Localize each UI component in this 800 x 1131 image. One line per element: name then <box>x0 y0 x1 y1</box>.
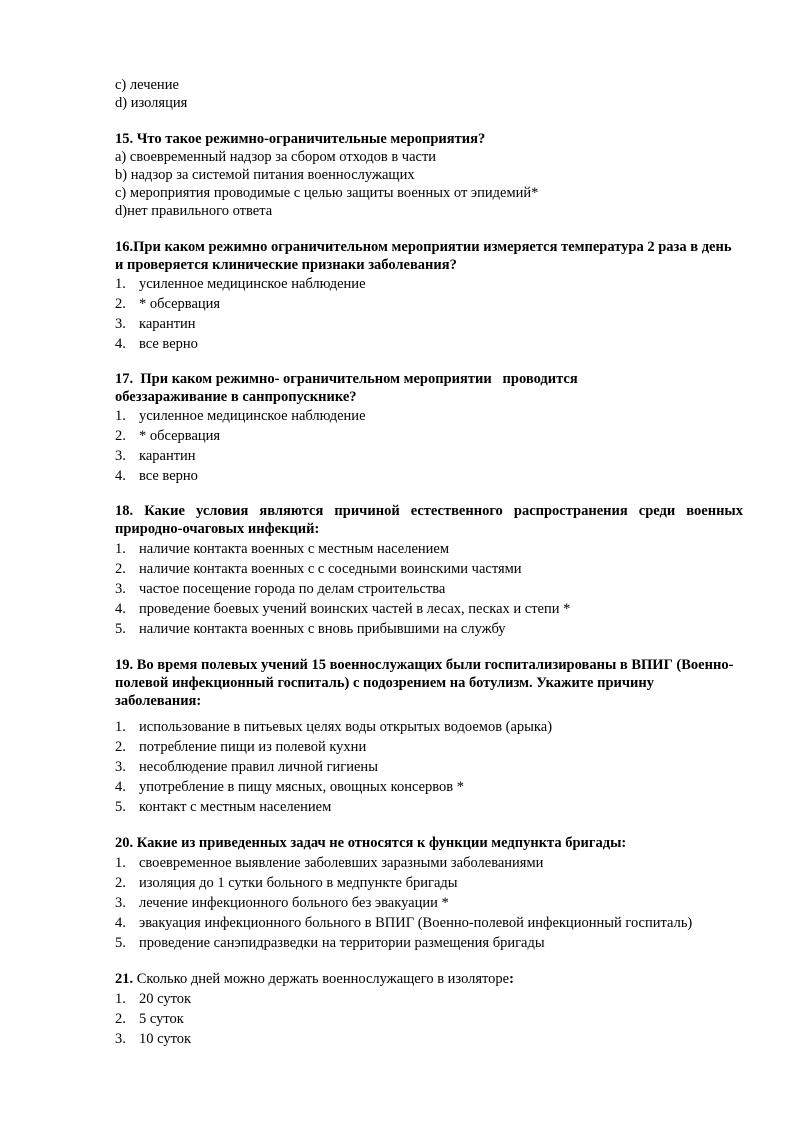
list-item: 1. наличие контакта военных с местным населением <box>115 541 450 557</box>
question-20 <box>115 834 743 952</box>
question-19-title: 19. Во время полевых учений 15 военнослужащих были госпитализированы в ВПИГ (Военно-полевой инфекционный госпиталь) с подозрением на ботулизм. Укажите причину заболевания: <box>115 657 734 709</box>
question-20-title: 20. Какие из приведенных задач не относятся к функции медпункта бригады: <box>115 835 627 851</box>
list-item: 5. проведение санэпидразведки на территории размещения бригады <box>115 935 545 951</box>
list-item: 3. 10 суток <box>115 1031 192 1047</box>
list-item: 4. употребление в пищу мясных, овощных консервов * <box>115 779 464 795</box>
question-21-title: 21. Сколько дней можно держать военнослужащего в изоляторе: <box>115 971 514 987</box>
list-item: 2. * обсервация <box>115 296 221 312</box>
list-item: 4. проведение боевых учений воинских частей в лесах, песках и степи * <box>115 601 571 617</box>
list-item: 2. изоляция до 1 сутки больного в медпункте бригады <box>115 875 458 891</box>
list-item: 3. лечение инфекционного больного без эвакуации * <box>115 895 449 911</box>
list-item: 5. контакт с местным населением <box>115 799 332 815</box>
list-item: 3. карантин <box>115 448 196 464</box>
question-21-options <box>115 990 743 1048</box>
question-16-title: 16.При каком режимно ограничительном мероприятии измеряется температура 2 раза в день и проверяется клинические признаки заболевания? <box>115 239 732 273</box>
question-16-options <box>115 274 743 354</box>
list-item: 2. наличие контакта военных с с соседными воинскими частями <box>115 561 522 577</box>
document-page <box>115 76 743 1048</box>
list-item: 4. все верно <box>115 468 198 484</box>
question-17-title-line-1: 17. При каком режимно- ограничительном мероприятии проводится <box>115 371 578 387</box>
question-15-title: 15. Что такое режимно-ограничительные мероприятия? <box>115 131 486 147</box>
option-b: b) надзор за системой питания военнослужащих <box>115 167 415 183</box>
question-19-options <box>115 718 743 816</box>
question-18-title: 18. Какие условия являются причиной естественного распространения среди военных природно-очаговых инфекций: <box>115 503 743 537</box>
list-item: 5. наличие контакта военных с вновь прибывшими на службу <box>115 621 506 637</box>
question-18 <box>115 502 743 638</box>
option-c: c) лечение <box>115 77 179 93</box>
list-item: 1. усиленное медицинское наблюдение <box>115 408 366 424</box>
question-18-options <box>115 540 743 638</box>
option-c: c) мероприятия проводимые с целью защиты военных от эпидемий* <box>115 185 539 201</box>
list-item: 4. все верно <box>115 336 198 352</box>
question-21-text: Сколько дней можно держать военнослужащего в изоляторе <box>133 971 510 987</box>
question-17-options <box>115 406 743 486</box>
list-item: 4. эвакуация инфекционного больного в ВПИГ (Военно-полевой инфекционный госпиталь) <box>115 915 693 931</box>
question-16 <box>115 238 743 354</box>
option-a: a) своевременный надзор за сбором отходов в части <box>115 149 437 165</box>
list-item: 1. усиленное медицинское наблюдение <box>115 276 366 292</box>
question-17-title-line-2: обеззараживание в санпропускнике? <box>115 389 357 405</box>
list-item: 3. несоблюдение правил личной гигиены <box>115 759 378 775</box>
question-19 <box>115 656 743 816</box>
question-21-number: 21. <box>115 971 134 987</box>
list-item: 1. 20 суток <box>115 991 192 1007</box>
question-17 <box>115 370 743 486</box>
list-item: 2. 5 суток <box>115 1011 184 1027</box>
question-21 <box>115 970 743 1048</box>
list-item: 2. потребление пищи из полевой кухни <box>115 739 367 755</box>
list-item: 2. * обсервация <box>115 428 221 444</box>
option-d: d)нет правильного ответа <box>115 203 273 219</box>
list-item: 1. использование в питьевых целях воды открытых водоемов (арыка) <box>115 719 553 735</box>
list-item: 3. карантин <box>115 316 196 332</box>
question-15 <box>115 130 743 220</box>
previous-question-options <box>115 76 743 112</box>
list-item: 1. своевременное выявление заболевших заразными заболеваниями <box>115 855 544 871</box>
option-d: d) изоляция <box>115 95 188 111</box>
question-17-title <box>115 370 743 406</box>
list-item: 3. частое посещение города по делам строительства <box>115 581 446 597</box>
question-20-options <box>115 854 743 952</box>
